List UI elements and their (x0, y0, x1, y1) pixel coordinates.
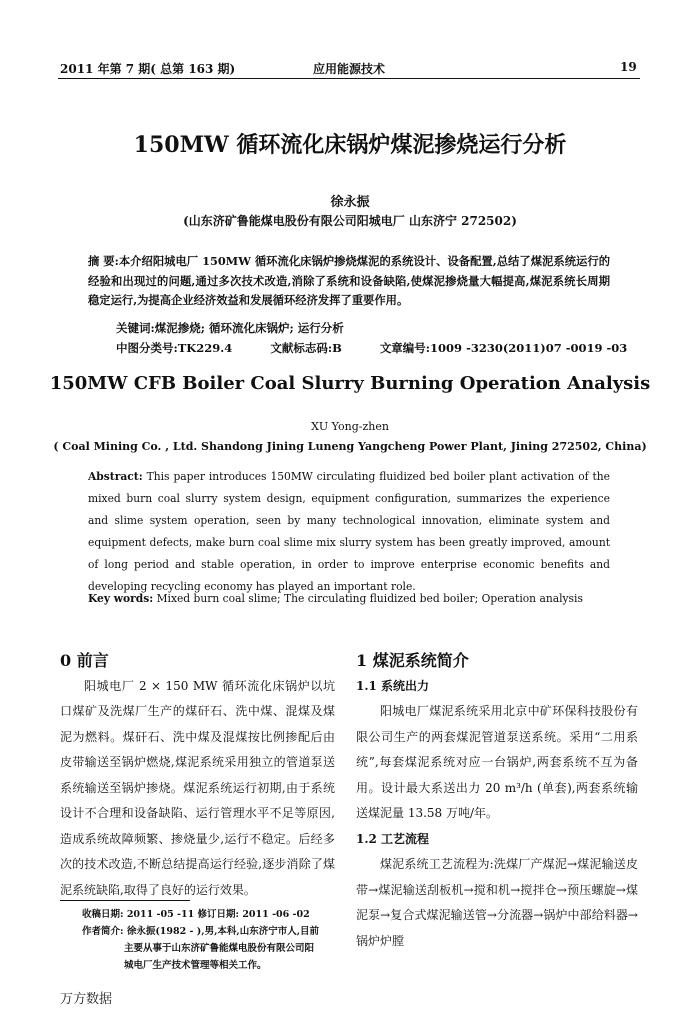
title-en: 150MW CFB Boiler Coal Slurry Burning Operation Analysis (49, 373, 651, 394)
header-page-number: 19 (620, 60, 637, 74)
keywords-en-text: Mixed burn coal slime; The circulating fluidized bed boiler; Operation analysis (156, 592, 583, 605)
affiliation-cn: (山东济矿鲁能煤电股份有限公司阳城电厂 山东济宁 272502) (183, 214, 517, 228)
keywords-cn-label: 关键词: (116, 321, 155, 335)
keywords-en-label: Key words: (88, 592, 154, 605)
section-1-2-heading: 1.2 工艺流程 (356, 831, 430, 846)
abstract-cn-label: 摘 要: (88, 254, 119, 268)
section-0-heading: 0 前言 (60, 651, 109, 670)
right-column (356, 648, 638, 954)
keywords-cn (116, 320, 344, 336)
clc-number: 中图分类号:TK229.4 (116, 341, 233, 355)
keywords-cn-text: 煤泥掺烧; 循环流化床锅炉; 运行分析 (154, 321, 344, 335)
footnote (82, 906, 342, 974)
footnote-author-line2: 主要从事于山东济矿鲁能煤电股份有限公司阳 (124, 943, 315, 954)
author-en: XU Yong-zhen (311, 420, 389, 433)
article-number: 文章编号:1009 -3230(2011)07 -0019 -03 (379, 341, 628, 355)
keywords-en (88, 592, 583, 605)
document-code: 文献标志码:B (270, 341, 342, 355)
abstract-cn (88, 252, 610, 311)
header-issue: 2011 年第 7 期( 总第 163 期) (60, 62, 236, 76)
section-1-2-paragraph: 煤泥系统工艺流程为:洗煤厂产煤泥→煤泥输送皮带→煤泥输送刮板机→搅和机→搅拌仓→预压螺旋→煤泥泵→复合式煤泥输送管→分流器→锅炉中部给料器→锅炉炉膛 (356, 857, 638, 948)
abstract-cn-text: 本介绍阳城电厂 150MW 循环流化床锅炉掺烧煤泥的系统设计、设备配置,总结了煤泥系统运行的经验和出现过的问题,通过多次技术改造,消除了系统和设备缺陷,使煤泥掺烧量大幅提高,煤泥系统长周期稳定运行,为提高企业经济效益和发展循环经济发挥了重要作用。 (88, 254, 610, 307)
section-0-paragraph: 阳城电厂 2 × 150 MW 循环流化床锅炉以坑口煤矿及洗煤厂生产的煤矸石、洗中煤、混煤及煤泥为燃料。煤矸石、洗中煤及混煤按比例掺配后由皮带输送至锅炉燃烧,煤泥系统采用独立的管道泵送系统输送至锅炉掺烧。煤泥系统运行初期,由于系统设计不合理和设备缺陷、运行管理水平不足等原因,造成系统故障频繁、掺烧量少,运行不稳定。后经多次的技术改造,不断总结提高运行经验,逐步消除了煤泥系统缺陷,取得了良好的运行效果。 (60, 678, 335, 897)
left-column (60, 648, 335, 903)
watermark: 万方数据 (60, 992, 113, 1007)
header-rule (58, 78, 640, 79)
author-cn: 徐永振 (330, 195, 370, 210)
section-1-1-heading: 1.1 系统出力 (356, 678, 430, 693)
section-1-1-paragraph: 阳城电厂煤泥系统采用北京中矿环保科技股份有限公司生产的两套煤泥管道泵送系统。采用“二用系统”,每套煤泥系统对应一台锅炉,两套系统不互为备用。设计最大系送出力 20 m³/h (单套),两套系统输送煤泥量 13.58 万吨/年。 (356, 704, 638, 820)
section-1-heading: 1 煤泥系统简介 (356, 651, 469, 670)
abstract-en-text: This paper introduces 150MW circulating fluidized bed boiler plant activation of the mixed burn coal slurry system design, equipment configuration, summarizes the experience and slime system operation, seen by many technological innovation, eliminate system and equipment defects, make burn coal slime mix slurry system has been greatly improved, amount of long period and stable operation, in order to improve enterprise economic benefits and developing recycling economy has played an important role. (88, 470, 611, 593)
footnote-author-line1: 作者简介: 徐永振(1982 - ),男,本科,山东济宁市人,目前 (82, 926, 320, 937)
footnote-received: 收稿日期: 2011 -05 -11 修订日期: 2011 -06 -02 (82, 909, 310, 920)
footnote-rule (60, 900, 190, 901)
header-journal: 应用能源技术 (313, 62, 386, 76)
classification-row (116, 340, 661, 356)
title-cn: 150MW 循环流化床锅炉煤泥掺烧运行分析 (133, 132, 567, 158)
abstract-en (88, 466, 610, 598)
footnote-author-line3: 城电厂生产技术管理等相关工作。 (124, 960, 267, 971)
abstract-en-label: Abstract: (88, 470, 143, 483)
affiliation-en: ( Coal Mining Co. , Ltd. Shandong Jining Luneng Yangcheng Power Plant, Jining 272502, China) (53, 440, 647, 453)
